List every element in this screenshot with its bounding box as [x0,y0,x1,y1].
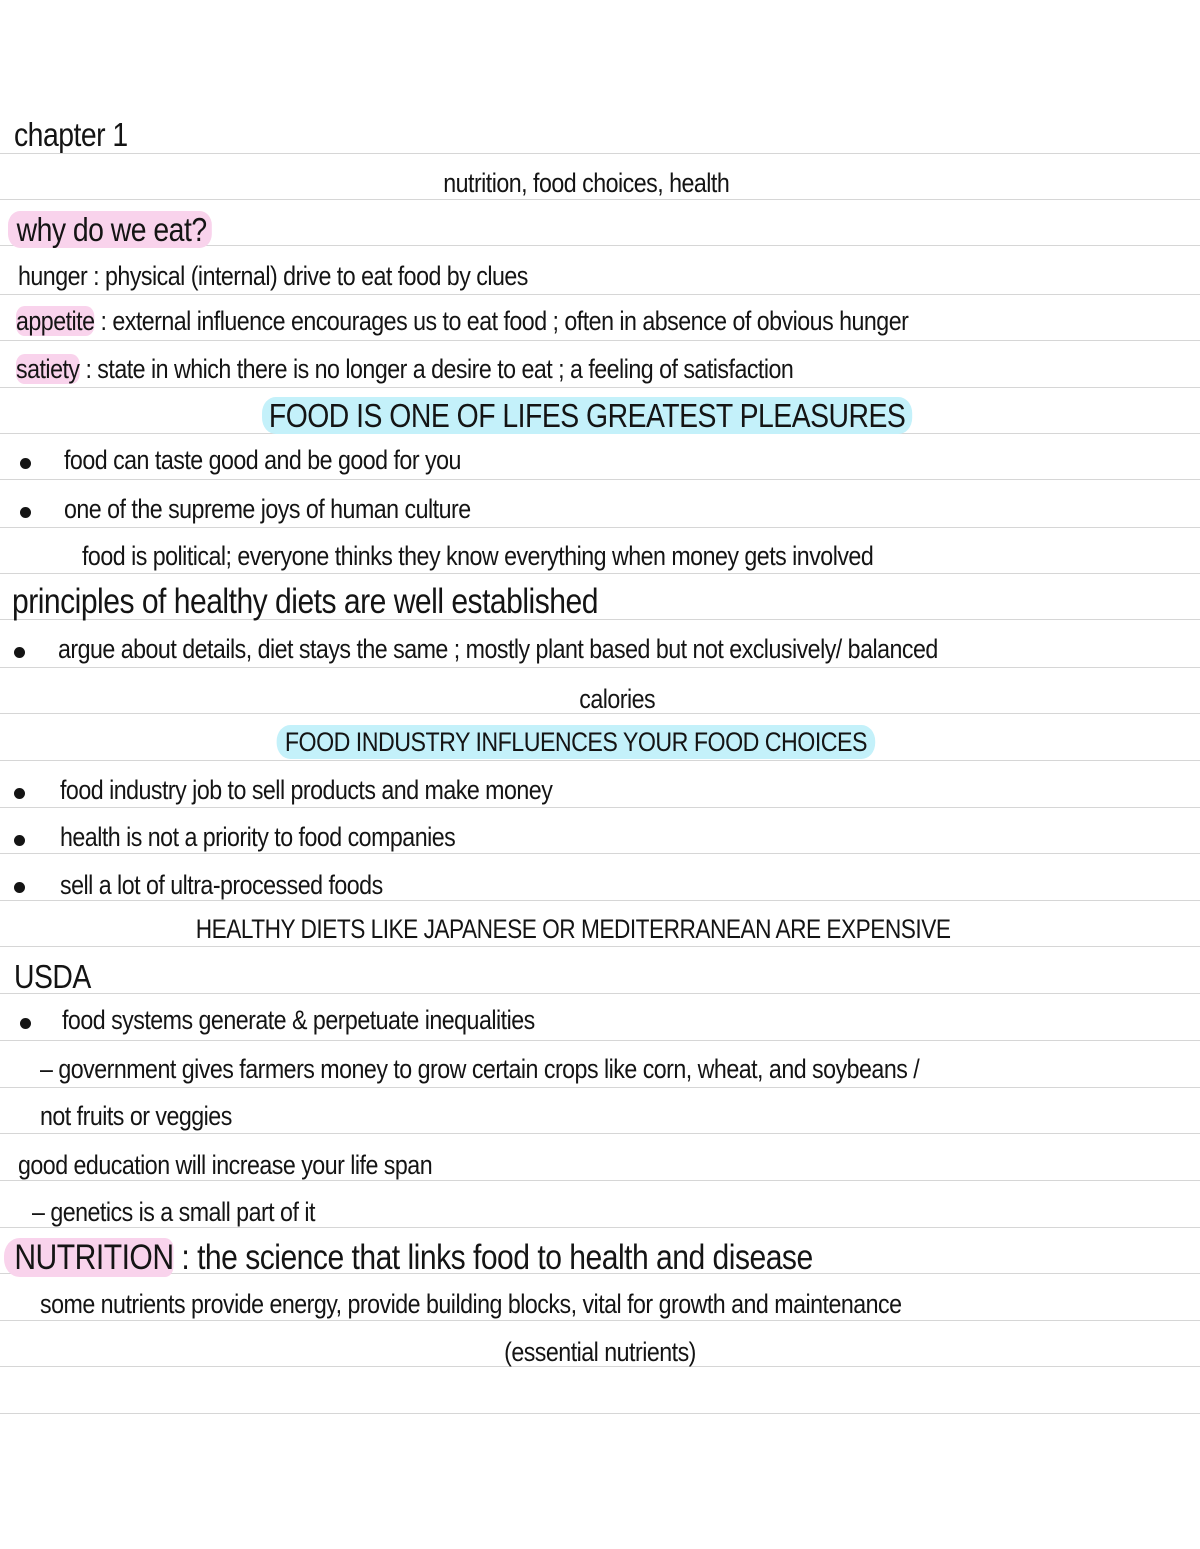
definition-text: : physical (internal) drive to eat food by clues [87,261,528,291]
list-item-continuation: calories [579,684,656,714]
definition-term: appetite [16,306,95,336]
bullet-dot [14,882,25,893]
ruled-line [0,667,1200,668]
bullet-dot [14,788,25,799]
section-heading-principles: principles of healthy diets are well established [12,582,598,621]
section-heading-why [8,213,212,246]
section-heading-usda: USDA [14,958,91,995]
list-item: argue about details, diet stays the same ; mostly plant based but not exclusively/ balanced [58,634,938,664]
bullet-dot [20,458,31,469]
ruled-line [0,1180,1200,1181]
ruled-line [0,199,1200,200]
definition-text: : state in which there is no longer a desire to eat ; a feeling of satisfaction [79,354,794,384]
ruled-line [0,1040,1200,1041]
definition-term: hunger [18,261,88,291]
ruled-line [0,340,1200,341]
definition-hunger [18,263,528,290]
list-item: food systems generate & perpetuate inequalities [62,1005,535,1035]
note-education: good education will increase your life span [18,1150,433,1180]
definition-term: satiety [16,354,80,384]
ruled-line [0,527,1200,528]
nutrition-term: NUTRITION [4,1238,174,1277]
sub-item-continuation: not fruits or veggies [40,1101,232,1131]
ruled-line [0,1320,1200,1321]
list-item: health is not a priority to food companies [60,822,456,852]
ruled-line [0,807,1200,808]
ruled-line [0,573,1200,574]
ruled-line [0,900,1200,901]
ruled-line [0,946,1200,947]
sub-item: – government gives farmers money to grow certain crops like corn, wheat, and soybeans / [40,1054,920,1084]
section-heading-pleasures [71,399,1103,432]
definition-text: : external influence encourages us to eat food ; often in absence of obvious hunger [94,306,909,336]
definition-satiety [16,356,793,383]
pleasures-heading-text: FOOD IS ONE OF LIFES GREATEST PLEASURES [262,397,912,434]
bullet-dot [20,507,31,518]
ruled-line [0,153,1200,154]
sub-item: – genetics is a small part of it [32,1197,315,1227]
bullet-dot [14,647,25,658]
nutrients-line-continuation: (essential nutrients) [504,1337,696,1367]
ruled-line [0,1087,1200,1088]
ruled-line [0,1133,1200,1134]
note-political: food is political; everyone thinks they know everything when money gets involved [82,541,874,571]
industry-heading-text: FOOD INDUSTRY INFLUENCES YOUR FOOD CHOICES [276,725,875,759]
list-item: food can taste good and be good for you [64,445,461,475]
ruled-line [0,387,1200,388]
list-item: sell a lot of ultra-processed foods [60,870,383,900]
ruled-line [0,1227,1200,1228]
section-heading-industry [60,729,1092,756]
ruled-line [0,1413,1200,1414]
why-heading-text: why do we eat? [8,211,212,248]
ruled-line [0,294,1200,295]
page-title: chapter 1 [14,116,128,153]
ruled-line [0,993,1200,994]
nutrition-definition-text: : the science that links food to health and disease [173,1238,813,1277]
nutrients-line: some nutrients provide energy, provide building blocks, vital for growth and maintenance [40,1289,902,1319]
nutrition-definition [4,1240,813,1275]
bullet-dot [14,835,25,846]
ruled-line [0,853,1200,854]
list-item: one of the supreme joys of human culture [64,494,471,524]
definition-appetite [16,308,908,335]
page-subtitle: nutrition, food choices, health [443,168,730,198]
ruled-line [0,760,1200,761]
ruled-line [0,479,1200,480]
bullet-dot [20,1018,31,1029]
list-item: food industry job to sell products and make money [60,775,553,805]
note-expensive: HEALTHY DIETS LIKE JAPANESE OR MEDITERRANEAN ARE EXPENSIVE [195,914,951,944]
